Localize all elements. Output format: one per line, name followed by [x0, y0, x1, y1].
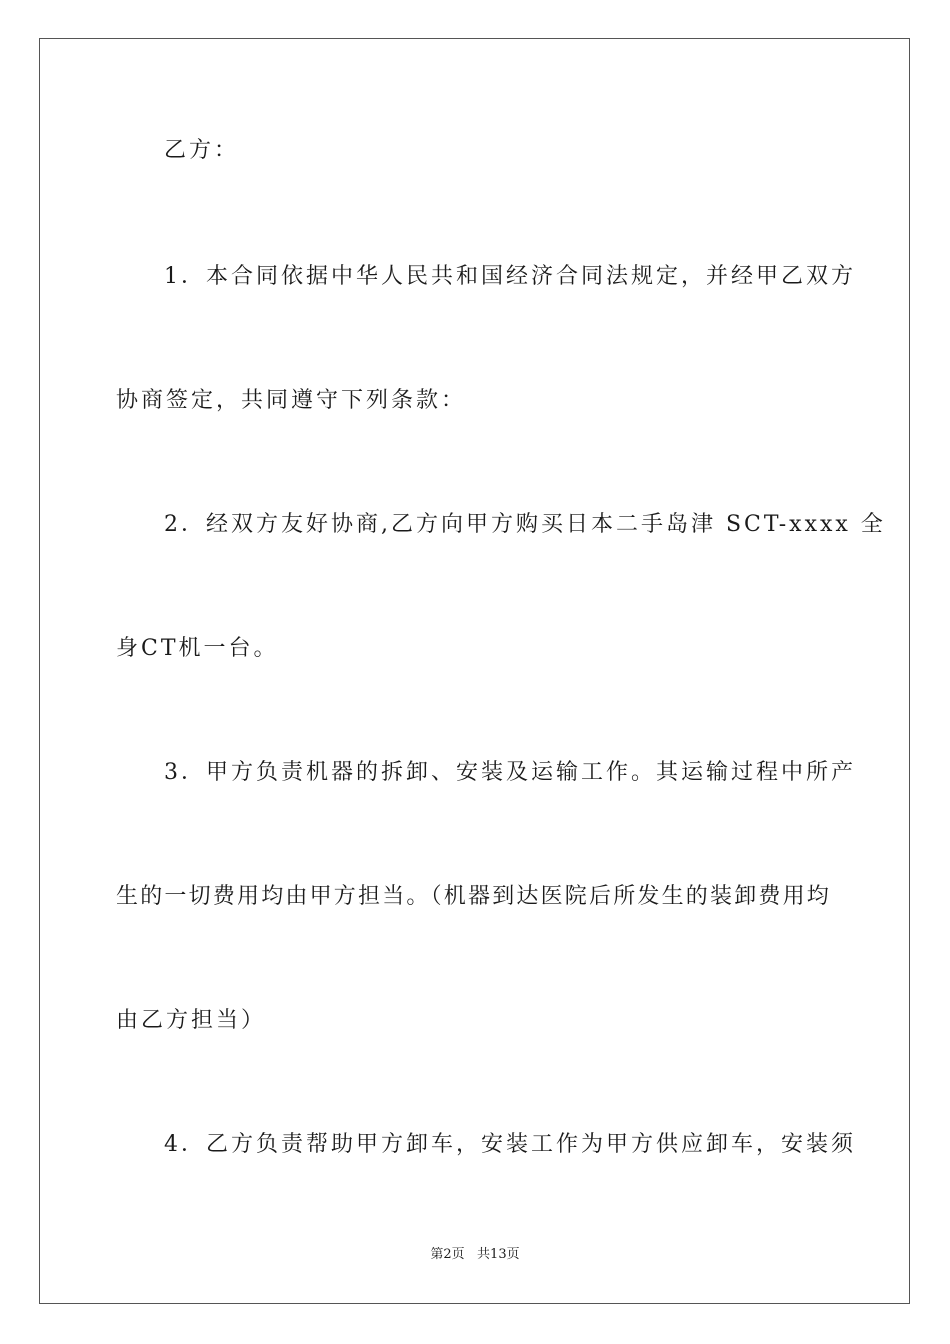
page-number-footer: 第2页 共13页 [430, 1247, 520, 1262]
clause-1-line-2: 协商签定，共同遵守下列条款： [116, 388, 467, 413]
party-b-line: 乙方： [164, 138, 240, 163]
clause-2-line-1: 2．经双方友好协商,乙方向甲方购买日本二手岛津 SCT-xxxx 全 [164, 512, 886, 537]
page-border [39, 38, 910, 1304]
clause-4-line-1: 4．乙方负责帮助甲方卸车，安装工作为甲方供应卸车，安装须 [164, 1132, 856, 1157]
clause-3-line-1: 3．甲方负责机器的拆卸、安装及运输工作。其运输过程中所产 [164, 760, 856, 785]
clause-3-line-3: 由乙方担当） [116, 1008, 267, 1033]
clause-3-line-2: 生的一切费用均由甲方担当。（机器到达医院后所发生的装卸费用均 [116, 884, 832, 909]
clause-1-line-1: 1．本合同依据中华人民共和国经济合同法规定，并经甲乙双方 [164, 264, 856, 289]
clause-2-line-2: 身CT机一台。 [116, 636, 279, 661]
